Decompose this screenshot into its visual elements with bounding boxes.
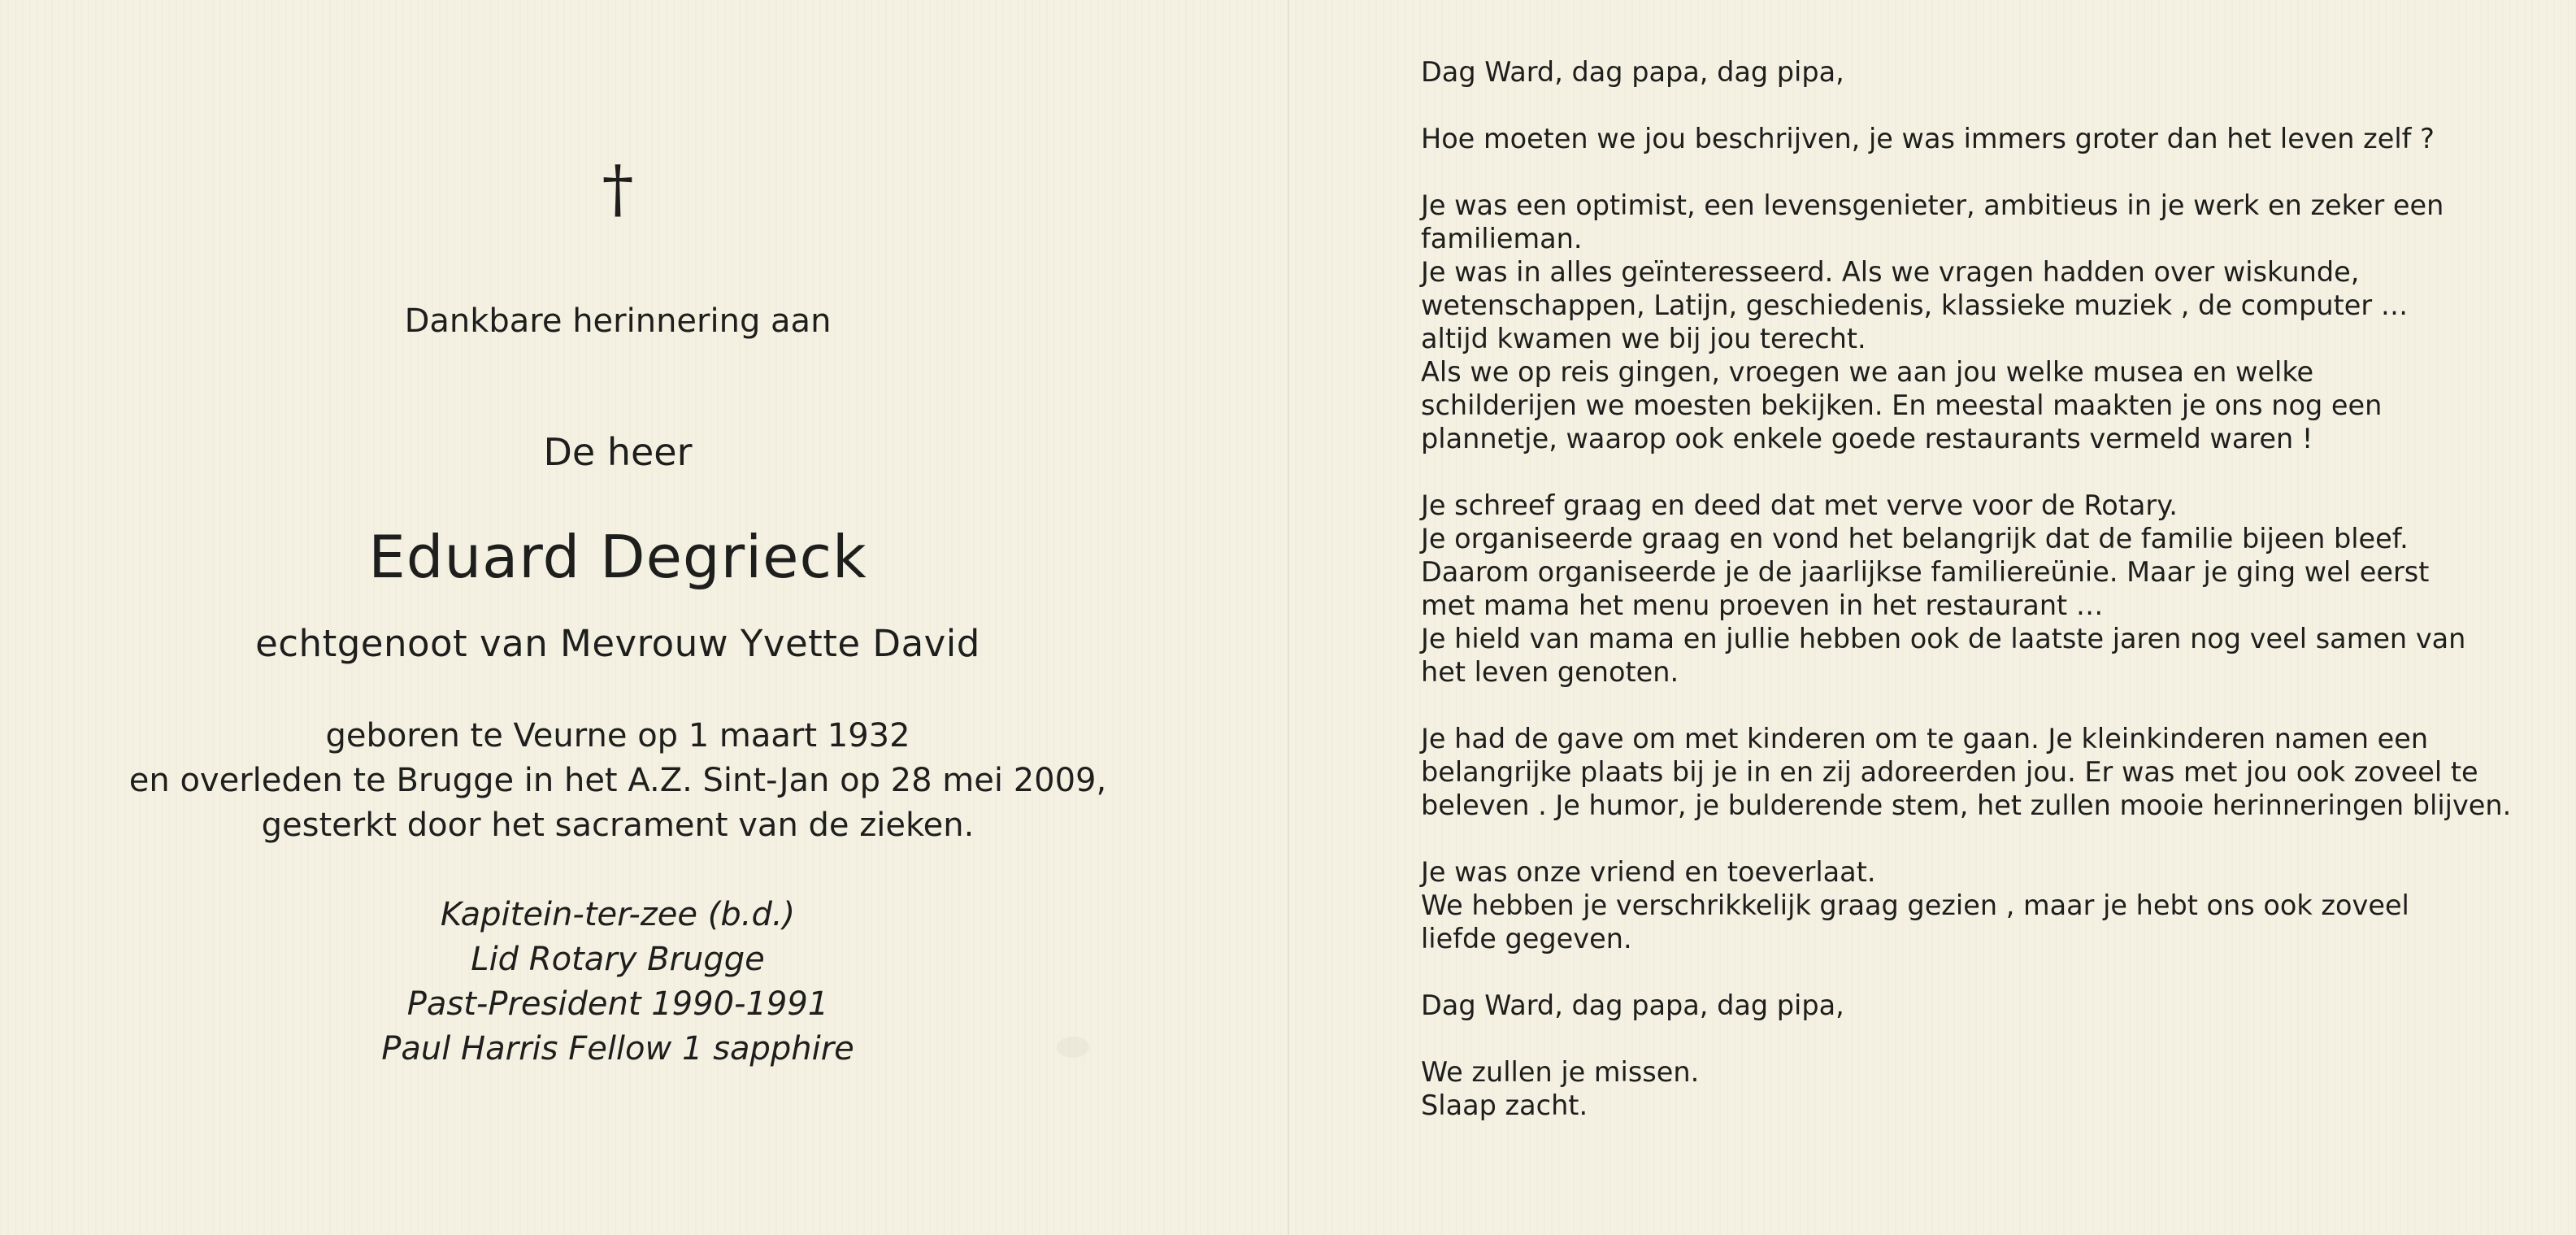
text-line: Je was in alles geïnteresseerd. Als we vragen hadden over wiskunde, bbox=[1421, 256, 2360, 288]
text-line: Als we op reis gingen, vroegen we aan jou welke musea en welke bbox=[1421, 356, 2314, 388]
text-line: het leven genoten. bbox=[1421, 656, 1679, 688]
text-line: Slaap zacht. bbox=[1421, 1089, 1588, 1121]
text-line: We hebben je verschrikkelijk graag gezien , maar je hebt ons ook zoveel bbox=[1421, 889, 2409, 921]
text-line: Dag Ward, dag papa, dag pipa, bbox=[1421, 989, 1844, 1021]
grandchildren-paragraph bbox=[1421, 722, 2514, 822]
rotary-paragraph bbox=[1421, 489, 2514, 689]
deceased-name: Eduard Degrieck bbox=[368, 523, 867, 591]
text-line: schilderijen we moesten bekijken. En meestal maakten je ons nog een bbox=[1421, 389, 2383, 421]
honorific-text: De heer bbox=[543, 430, 693, 474]
text-line: familieman. bbox=[1421, 223, 1583, 254]
text-line: Je organiseerde graag en vond het belangrijk dat de familie bijeen bleef. bbox=[1421, 523, 2409, 554]
title-line: Past-President 1990-1991 bbox=[406, 985, 829, 1023]
text-line: beleven . Je humor, je bulderende stem, het zullen mooie herinneringen blijven. bbox=[1421, 789, 2512, 821]
text-line: wetenschappen, Latijn, geschiedenis, klassieke muziek , de computer … bbox=[1421, 289, 2409, 321]
text-line: Je was een optimist, een levensgenieter, ambitieus in je werk en zeker een bbox=[1421, 189, 2444, 221]
friend-paragraph bbox=[1421, 855, 2514, 955]
farewell-text bbox=[1421, 55, 2514, 1155]
life-line: en overleden te Brugge in het A.Z. Sint-Jan op 28 mei 2009, bbox=[128, 762, 1107, 799]
titles-list bbox=[0, 893, 1236, 1072]
text-line: Je was onze vriend en toeverlaat. bbox=[1421, 856, 1876, 888]
cross-icon: † bbox=[602, 153, 634, 226]
life-details bbox=[0, 714, 1236, 848]
text-line: liefde gegeven. bbox=[1421, 923, 1632, 955]
left-panel bbox=[0, 0, 1236, 1235]
text-line: Je hield van mama en jullie hebben ook de laatste jaren nog veel samen van bbox=[1421, 623, 2466, 654]
title-line: Lid Rotary Brugge bbox=[471, 941, 765, 978]
text-line: Dag Ward, dag papa, dag pipa, bbox=[1421, 56, 1844, 88]
greeting-paragraph bbox=[1421, 55, 2514, 89]
text-line: Je schreef graag en deed dat met verve voor de Rotary. bbox=[1421, 489, 2178, 521]
life-line: geboren te Veurne op 1 maart 1932 bbox=[325, 717, 910, 754]
life-line: gesterkt door het sacrament van de zieken. bbox=[261, 807, 975, 844]
text-line: belangrijke plaats bij je in en zij adoreerden jou. Er was met jou ook zoveel te bbox=[1421, 756, 2478, 788]
text-line: plannetje, waarop ook enkele goede restaurants vermeld waren ! bbox=[1421, 423, 2313, 454]
title-line: Kapitein-ter-zee (b.d.) bbox=[440, 896, 796, 933]
title-line: Paul Harris Fellow 1 sapphire bbox=[381, 1030, 854, 1068]
text-line: Hoe moeten we jou beschrijven, je was immers groter dan het leven zelf ? bbox=[1421, 123, 2435, 154]
character-paragraph bbox=[1421, 189, 2514, 455]
text-line: altijd kwamen we bij jou terecht. bbox=[1421, 323, 1866, 354]
question-paragraph bbox=[1421, 122, 2514, 155]
text-line: We zullen je missen. bbox=[1421, 1056, 1700, 1088]
dedication-text: Dankbare herinnering aan bbox=[404, 302, 832, 340]
closing-greeting-paragraph bbox=[1421, 989, 2514, 1022]
text-line: met mama het menu proeven in het restaurant … bbox=[1421, 589, 2104, 621]
farewell-paragraph bbox=[1421, 1055, 2514, 1122]
spouse-line: echtgenoot van Mevrouw Yvette David bbox=[255, 622, 980, 665]
text-line: Je had de gave om met kinderen om te gaan. Je kleinkinderen namen een bbox=[1421, 723, 2429, 754]
card-fold bbox=[1288, 0, 1289, 1235]
text-line: Daarom organiseerde je de jaarlijkse familiereünie. Maar je ging wel eerst bbox=[1421, 556, 2430, 588]
